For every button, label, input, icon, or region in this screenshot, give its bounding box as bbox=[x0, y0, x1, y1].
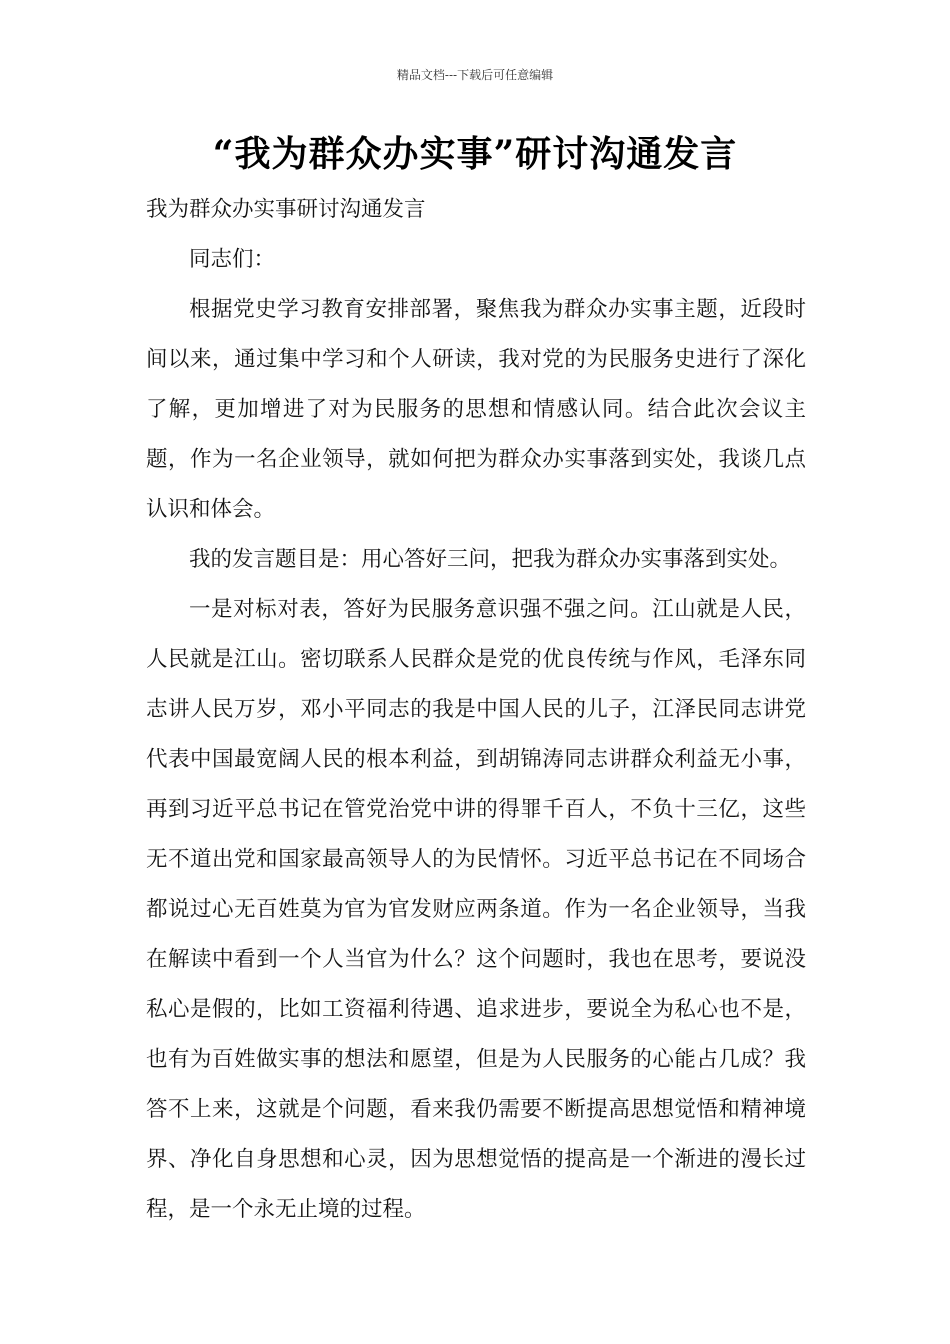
document-title: “我为群众办实事”研讨沟通发言 bbox=[212, 133, 738, 175]
document-subtitle: 我为群众办实事研讨沟通发言 bbox=[146, 197, 426, 222]
paragraph-3: 一是对标对表，答好为民服务意识强不强之问。江山就是人民，人民就是江山。密切联系人民群众是党的优良传统与作风，毛泽东同志讲人民万岁，邓小平同志的我是中国人民的儿子，江泽民同志讲党代表中国最宽阔人民的根本利益，到胡锦涛同志讲群众利益无小事，再到习近平总书记在管党治党中讲的得罪千百人，不负十三亿，这些无不道出党和国家最高领导人的为民情怀。习近平总书记在不同场合都说过心无百姓莫为官为官发财应两条道。作为一名企业领导，当我在解读中看到一个人当官为什么？这个问题时，我也在思考，要说没私心是假的，比如工资福利待遇、追求进步，要说全为私心也不是，也有为百姓做实事的想法和愿望，但是为人民服务的心能占几成？我答不上来，这就是个问题，看来我仍需要不断提高思想觉悟和精神境界、净化自身思想和心灵，因为思想觉悟的提高是一个渐进的漫长过程，是一个永无止境的过程。 bbox=[146, 597, 806, 1222]
paragraph-1: 根据党史学习教育安排部署，聚焦我为群众办实事主题，近段时间以来，通过集中学习和个人研读，我对党的为民服务史进行了深化了解，更加增进了对为民服务的思想和情感认同。结合此次会议主题，作为一名企业领导，就如何把为群众办实事落到实处，我谈几点认识和体会。 bbox=[146, 297, 806, 522]
paragraph-2: 我的发言题目是：用心答好三问，把我为群众办实事落到实处。 bbox=[189, 547, 792, 572]
document-body bbox=[146, 185, 806, 1235]
page-watermark: 精品文档---下载后可任意编辑 bbox=[396, 68, 554, 82]
salutation: 同志们： bbox=[189, 247, 276, 272]
